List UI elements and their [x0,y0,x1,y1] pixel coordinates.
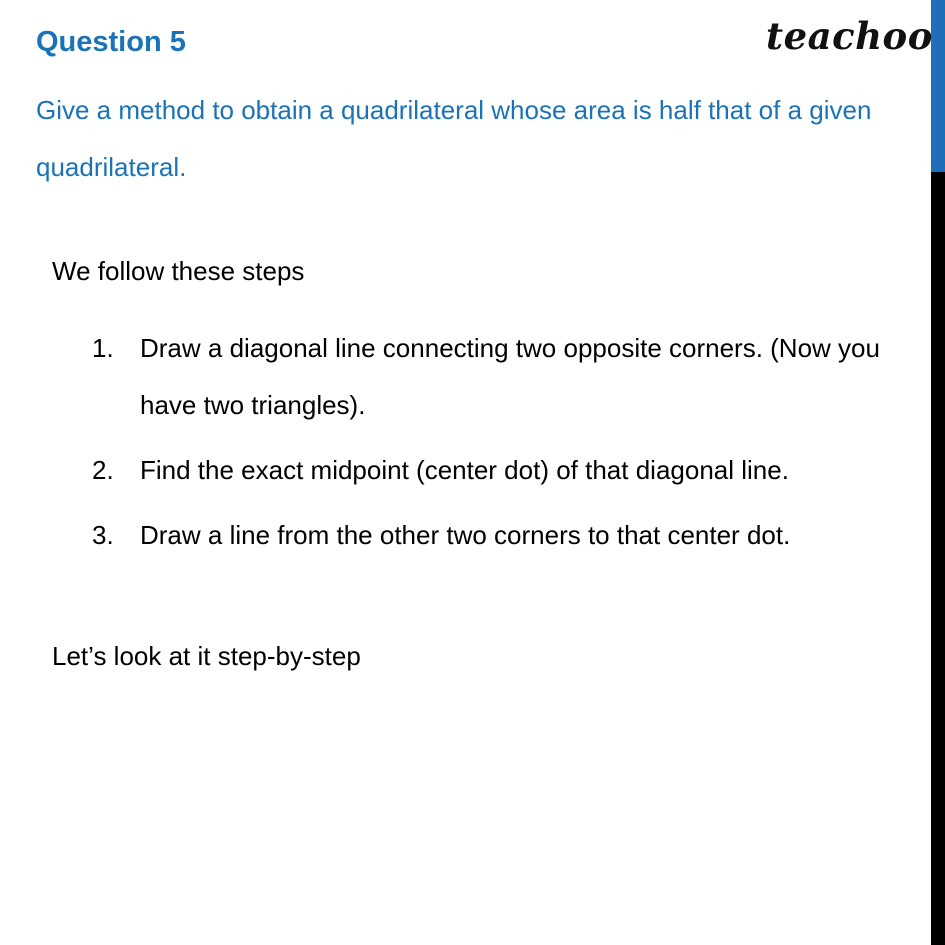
steps-list [92,320,912,572]
intro-text: We follow these steps [52,256,305,286]
step-text: Draw a diagonal line connecting two opposite corners. (Now you have two triangles). [140,333,880,420]
step-text: Find the exact midpoint (center dot) of that diagonal line. [140,455,789,485]
step-number: 3. [92,520,114,550]
step-item [92,442,912,499]
step-item [92,320,912,434]
step-number: 1. [92,333,114,363]
step-number: 2. [92,455,114,485]
step-text: Draw a line from the other two corners to that center dot. [140,520,791,550]
right-edge-accent [931,0,945,172]
outro-text: Let’s look at it step-by-step [52,641,361,671]
step-item [92,507,912,564]
question-text: Give a method to obtain a quadrilateral whose area is half that of a given quadrilateral. [36,95,872,182]
question-label: Question 5 [36,26,186,58]
teachoo-logo: teachoo [766,14,933,58]
